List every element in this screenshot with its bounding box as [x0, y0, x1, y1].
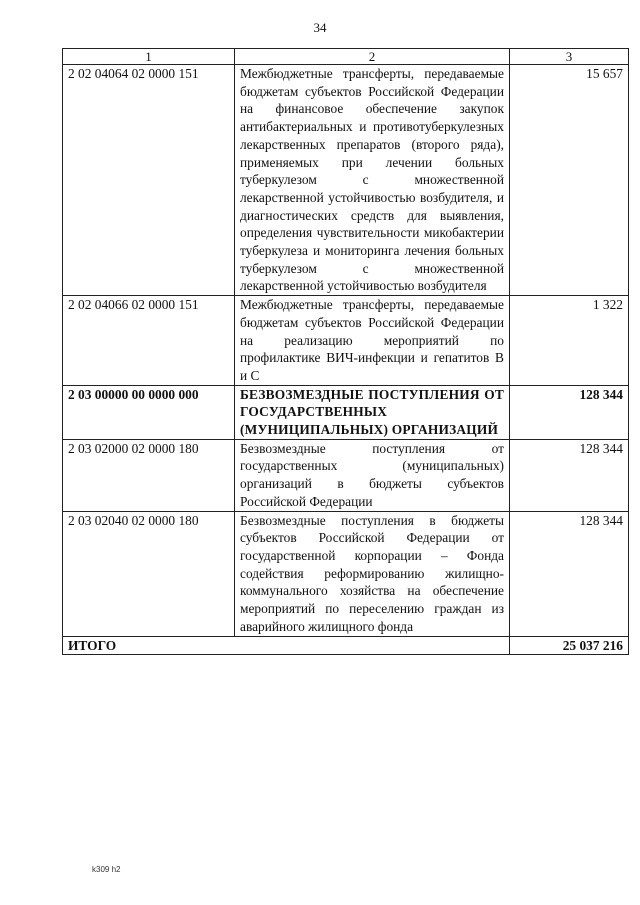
description-cell: БЕЗВОЗМЕЗДНЫЕ ПОСТУПЛЕНИЯ ОТ ГОСУДАРСТВЕННЫХ (МУНИЦИПАЛЬНЫХ) ОРГАНИЗАЦИЙ — [235, 385, 510, 439]
amount-cell: 1 322 — [510, 296, 629, 386]
description-cell: Безвозмездные поступления от государственных (муниципальных) организаций в бюджеты субъектов Российской Федерации — [235, 439, 510, 511]
column-header-amount: 3 — [510, 49, 629, 65]
budget-revenue-table — [62, 48, 629, 655]
table-total-row — [63, 636, 629, 654]
column-header-code: 1 — [63, 49, 235, 65]
budget-code-cell: 2 03 00000 00 0000 000 — [63, 385, 235, 439]
amount-cell: 128 344 — [510, 385, 629, 439]
amount-cell: 128 344 — [510, 511, 629, 636]
budget-code-cell: 2 02 04064 02 0000 151 — [63, 65, 235, 296]
description-cell: Межбюджетные трансферты, передаваемые бюджетам субъектов Российской Федерации на финансовое обеспечение закупок антибактериальных и противотуберкулезных лекарственных препаратов (второго ряда), применяемых при лечении больных туберкулезом с множественной лекарственной устойчивостью возбудителя, и диагностических средств для выявления, определения чувствительности микобактерии туберкулеза и мониторинга лечения больных туберкулезом с множественной лекарственной устойчивостью возбудителя — [235, 65, 510, 296]
budget-code-cell: 2 03 02000 02 0000 180 — [63, 439, 235, 511]
table-row — [63, 296, 629, 386]
table-row-section-heading — [63, 385, 629, 439]
page-number: 34 — [313, 20, 327, 35]
budget-code-cell: 2 03 02040 02 0000 180 — [63, 511, 235, 636]
table-row — [63, 439, 629, 511]
column-header-description: 2 — [235, 49, 510, 65]
table-row — [63, 511, 629, 636]
description-cell: Безвозмездные поступления в бюджеты субъектов Российской Федерации от государственной корпорации – Фонда содействия реформированию жилищно-коммунального хозяйства на обеспечение мероприятий по переселению граждан из аварийного жилищного фонда — [235, 511, 510, 636]
total-amount: 25 037 216 — [510, 636, 629, 654]
amount-cell: 15 657 — [510, 65, 629, 296]
table-header-row — [63, 49, 629, 65]
description-cell: Межбюджетные трансферты, передаваемые бюджетам субъектов Российской Федерации на реализацию мероприятий по профилактике ВИЧ-инфекции и гепатитов B и C — [235, 296, 510, 386]
total-label: ИТОГО — [63, 636, 510, 654]
table-row — [63, 65, 629, 296]
amount-cell: 128 344 — [510, 439, 629, 511]
footer-document-code: k309 h2 — [92, 865, 121, 874]
budget-code-cell: 2 02 04066 02 0000 151 — [63, 296, 235, 386]
